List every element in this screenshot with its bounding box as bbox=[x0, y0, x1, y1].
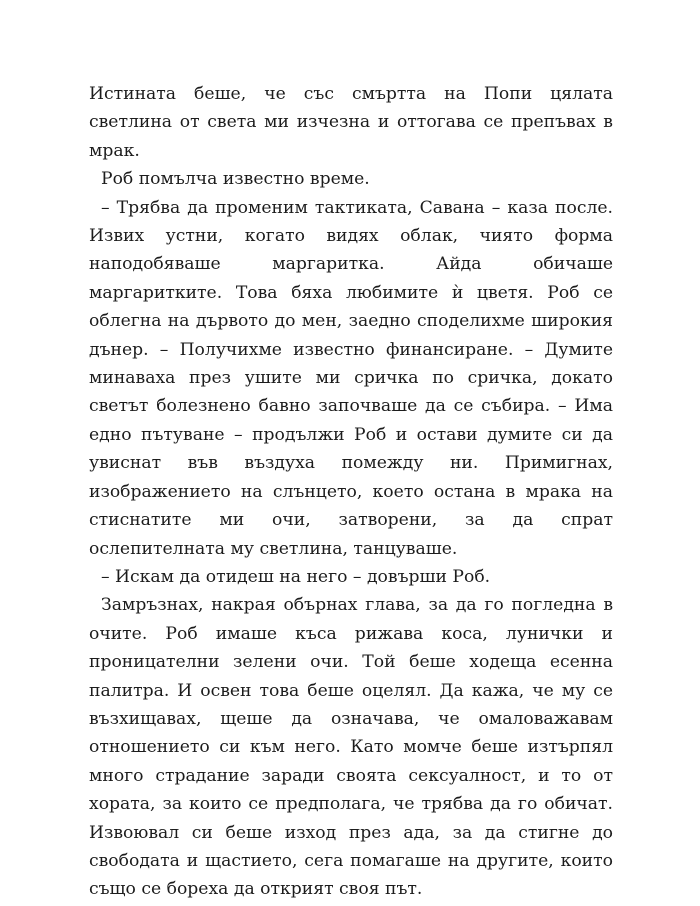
paragraph-4: – Искам да отидеш на него – довърши Роб. bbox=[101, 566, 491, 587]
paragraph-5: Замръзнах, накрая обърнах глава, за да го погледна в очите. Роб имаше къса рижава коса, лунички и проницателни зелени очи. Той беше ходеща есенна палитра. И освен това беше оцелял. Да кажа, че му се възхищавах, щеше да означава, че омаловажавам отношението си към него. Като момче беше изтърпял много страдание заради своята сексуалност, и то от хората, за които се предполага, че трябва да го обичат. Извоювал си беше изход през ада, за да стигне до свободата и щастието, сега помагаше на другите, които също се бореха да открият своя път. bbox=[89, 595, 613, 900]
paragraph-2: Роб помълча известно време. bbox=[101, 169, 370, 190]
paragraph-1: Истината беше, че със смъртта на Попи цялата светлина от света ми изчезна и оттогава се препъвах в мрак. bbox=[89, 84, 613, 161]
paragraph-3: – Трябва да променим тактиката, Савана – каза после. Извих устни, когато видях облак, чиято форма наподобяваше маргаритка. Айда обичаше маргаритките. Това бяха любимите ѝ цветя. Роб се облегна на дървото до мен, заедно споделихме широкия дънер. – Получихме известно финансиране. – Думите минаваха през ушите ми сричка по сричка, докато светът болезнено бавно започваше да се събира. – Има едно пътуване – продължи Роб и остави думите си да увиснат във въздуха помежду ни. Примигнах, изображението на слънцето, което остана в мрака на стиснатите ми очи, затворени, за да спрат ослепителната му светлина, танцуваше. bbox=[89, 197, 613, 559]
page-text bbox=[89, 80, 613, 904]
